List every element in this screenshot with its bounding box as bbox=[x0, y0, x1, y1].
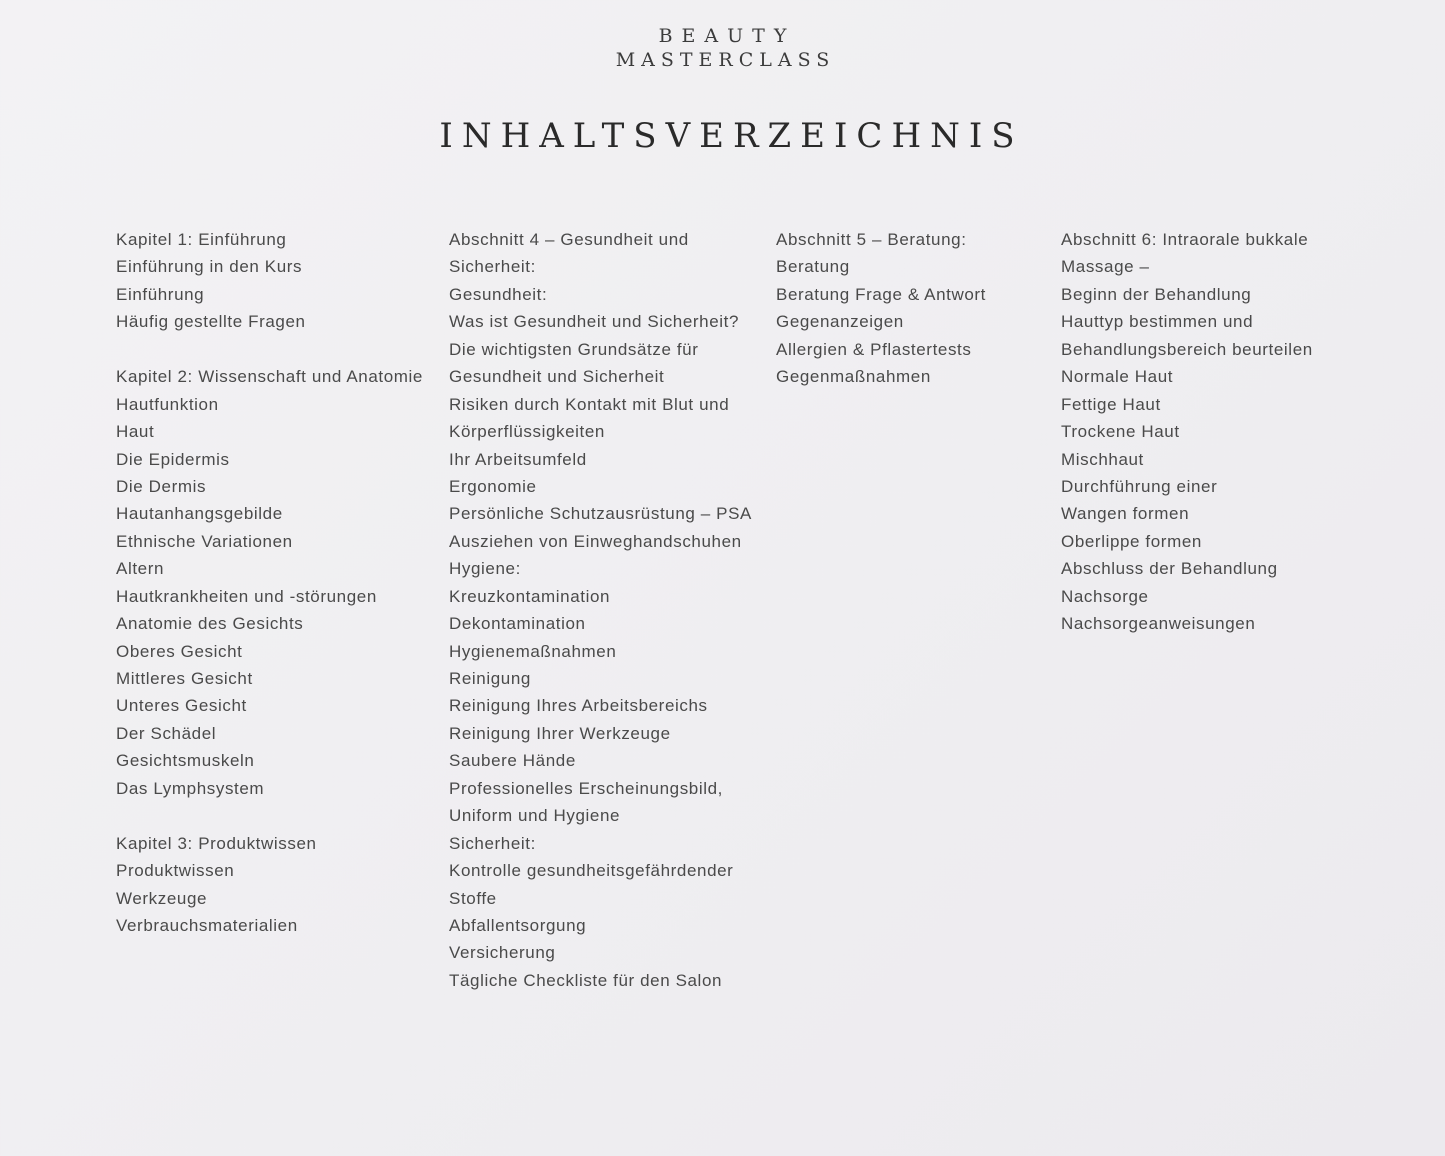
toc-entry: Hygiene: bbox=[449, 559, 521, 579]
toc-entry: Ergonomie bbox=[449, 476, 537, 496]
toc-entry: Hygienemaßnahmen bbox=[449, 641, 617, 661]
toc-entry: Sicherheit: bbox=[449, 833, 536, 853]
toc-entry: Nachsorgeanweisungen bbox=[1061, 614, 1256, 634]
toc-entry: Gesundheit und Sicherheit bbox=[449, 367, 665, 387]
toc-entry: Kapitel 2: Wissenschaft und Anatomie bbox=[116, 367, 423, 387]
toc-entry: Tägliche Checkliste für den Salon bbox=[449, 970, 723, 990]
toc-entry: Saubere Hände bbox=[449, 751, 576, 771]
toc-entry: Gesichtsmuskeln bbox=[116, 751, 255, 771]
toc-entry: Hautkrankheiten und -störungen bbox=[116, 586, 377, 606]
toc-entry: Einführung in den Kurs bbox=[116, 257, 303, 277]
page-title: INHALTSVERZEICHNIS bbox=[439, 116, 1024, 156]
toc-entry: Haut bbox=[116, 422, 155, 442]
brand-logo bbox=[0, 24, 1445, 72]
toc-spacer bbox=[116, 802, 423, 829]
toc-entry: Mischhaut bbox=[1061, 449, 1144, 469]
toc-entry: Das Lymphsystem bbox=[116, 778, 265, 798]
toc-entry: Wangen formen bbox=[1061, 504, 1190, 524]
toc-entry: Uniform und Hygiene bbox=[449, 806, 621, 826]
toc-entry: Stoffe bbox=[449, 888, 497, 908]
toc-entry: Beratung Frage & Antwort bbox=[776, 284, 987, 304]
toc-entry: Produktwissen bbox=[116, 861, 235, 881]
toc-entry: Was ist Gesundheit und Sicherheit? bbox=[449, 312, 740, 332]
toc-entry: Beginn der Behandlung bbox=[1061, 284, 1252, 304]
toc-entry: Häufig gestellte Fragen bbox=[116, 312, 306, 332]
toc-entry: Gegenanzeigen bbox=[776, 312, 904, 332]
toc-entry: Kontrolle gesundheitsgefährdender bbox=[449, 861, 734, 881]
toc-entry: Hautanhangsgebilde bbox=[116, 504, 283, 524]
toc-entry: Gegenmaßnahmen bbox=[776, 367, 931, 387]
toc-entry: Persönliche Schutzausrüstung – PSA bbox=[449, 504, 752, 524]
toc-entry: Nachsorge bbox=[1061, 586, 1149, 606]
toc-entry: Durchführung einer bbox=[1061, 476, 1218, 496]
toc-entry: Hauttyp bestimmen und bbox=[1061, 312, 1254, 332]
toc-entry: Mittleres Gesicht bbox=[116, 669, 253, 688]
toc-entry: Versicherung bbox=[449, 943, 556, 963]
toc-entry: Behandlungsbereich beurteilen bbox=[1061, 339, 1313, 359]
toc-entry: Beratung bbox=[776, 257, 850, 277]
toc-entry: Gesundheit: bbox=[449, 284, 548, 304]
toc-column-2 bbox=[449, 226, 752, 994]
toc-entry: Altern bbox=[116, 559, 165, 579]
brand-line-masterclass: MASTERCLASS bbox=[615, 49, 836, 71]
toc-entry: Fettige Haut bbox=[1061, 394, 1161, 414]
toc-entry: Ihr Arbeitsumfeld bbox=[449, 449, 587, 469]
toc-entry: Die wichtigsten Grundsätze für bbox=[449, 339, 699, 359]
toc-entry: Reinigung Ihrer Werkzeuge bbox=[449, 723, 671, 743]
toc-entry: Der Schädel bbox=[116, 723, 217, 743]
toc-entry: Einführung bbox=[116, 284, 205, 304]
toc-entry: Trockene Haut bbox=[1061, 422, 1180, 442]
toc-entry: Kreuzkontamination bbox=[449, 586, 611, 606]
toc-entry: Sicherheit: bbox=[449, 257, 536, 277]
toc-column-4 bbox=[1061, 226, 1313, 638]
toc-entry: Reinigung Ihres Arbeitsbereichs bbox=[449, 696, 708, 716]
toc-entry: Die Dermis bbox=[116, 476, 207, 496]
toc-entry: Werkzeuge bbox=[116, 888, 208, 908]
toc-column-1 bbox=[116, 226, 423, 939]
toc-column-3 bbox=[776, 226, 986, 391]
toc-entry: Unteres Gesicht bbox=[116, 696, 247, 716]
toc-spacer bbox=[116, 336, 423, 363]
toc-entry: Abschnitt 4 – Gesundheit und bbox=[449, 230, 689, 249]
toc-entry: Abschnitt 5 – Beratung: bbox=[776, 230, 967, 249]
toc-entry: Kapitel 1: Einführung bbox=[116, 230, 287, 249]
toc-entry: Abschnitt 6: Intraorale bukkale bbox=[1061, 230, 1309, 249]
toc-entry: Abschluss der Behandlung bbox=[1061, 559, 1278, 579]
toc-entry: Massage – bbox=[1061, 257, 1150, 277]
toc-entry: Hautfunktion bbox=[116, 394, 219, 414]
toc-entry: Oberes Gesicht bbox=[116, 641, 243, 661]
toc-entry: Professionelles Erscheinungsbild, bbox=[449, 778, 723, 798]
toc-entry: Die Epidermis bbox=[116, 449, 230, 469]
toc-entry: Dekontamination bbox=[449, 614, 586, 634]
toc-entry: Allergien & Pflastertests bbox=[776, 339, 972, 359]
toc-entry: Körperflüssigkeiten bbox=[449, 422, 605, 442]
toc-entry: Reinigung bbox=[449, 669, 531, 688]
toc-entry: Ausziehen von Einweghandschuhen bbox=[449, 531, 742, 551]
toc-entry: Oberlippe formen bbox=[1061, 531, 1202, 551]
brand-line-beauty: BEAUTY bbox=[658, 25, 796, 47]
toc-entry: Ethnische Variationen bbox=[116, 531, 293, 551]
toc-entry: Risiken durch Kontakt mit Blut und bbox=[449, 394, 730, 414]
toc-entry: Anatomie des Gesichts bbox=[116, 614, 304, 634]
toc-entry: Abfallentsorgung bbox=[449, 915, 587, 935]
toc-entry: Normale Haut bbox=[1061, 367, 1174, 387]
toc-entry: Kapitel 3: Produktwissen bbox=[116, 833, 317, 853]
toc-entry: Verbrauchsmaterialien bbox=[116, 915, 298, 935]
